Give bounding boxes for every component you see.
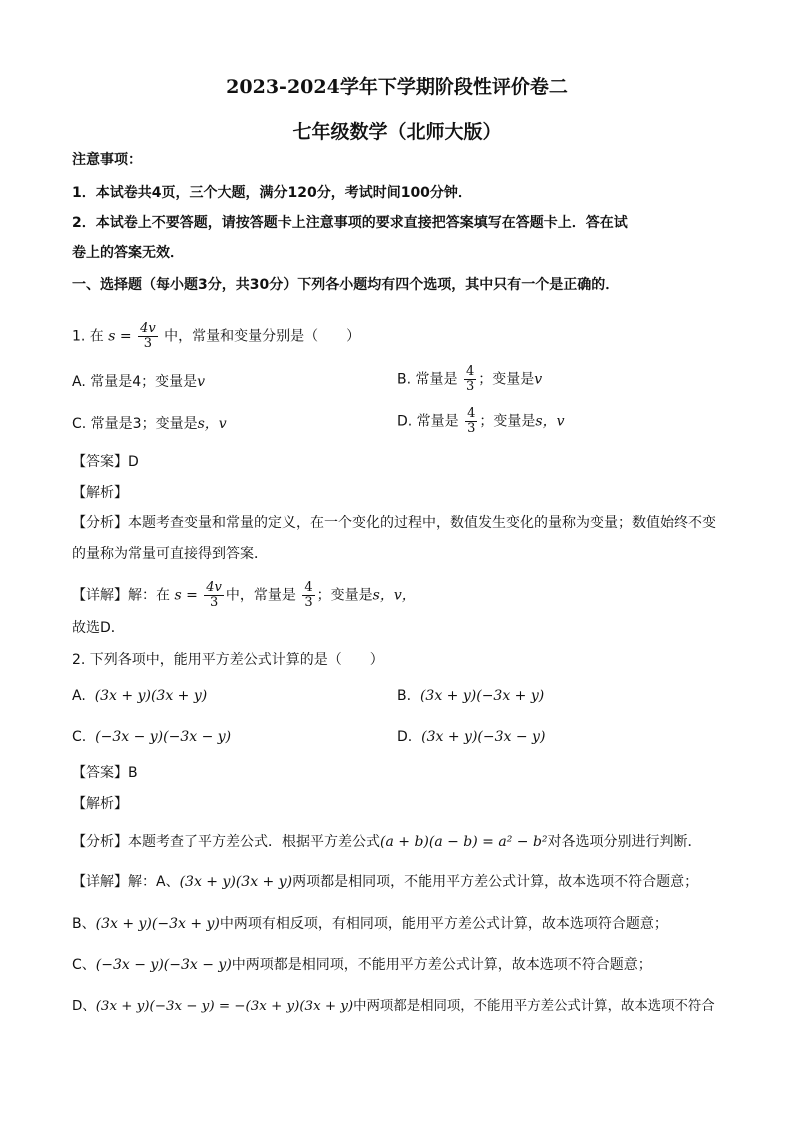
q2-fenxi [72,832,702,852]
q2-option-d-label: D. [397,729,413,745]
q2-xiangjie-c [72,955,652,975]
q1-option-d-fraction [465,407,477,436]
q1-xiangjie-den-2: 3 [304,595,313,610]
q2-xiangjie-a-prefix: 【详解】解：A、 [72,874,180,890]
q2-option-b-expr: (3x + y)(−3x + y) [419,688,545,704]
q2-option-d [397,727,545,747]
question-2-stem: 2. 下列各项中，能用平方差公式计算的是（ ） [72,652,384,668]
q1-xiangjie-suffix: ；变量是 [316,587,373,604]
q2-xiangjie-b-prefix: B、 [72,916,96,932]
q1-suffix: 中，常量和变量分别是（ ） [164,328,361,345]
q1-option-a [72,372,205,392]
q1-option-b-text: B. 常量是 [397,371,458,388]
q1-option-d-den: 3 [467,421,476,436]
q1-option-c-var: s，v [197,416,227,432]
q2-xiangjie-b-suffix: 中两项有相反项，有相同项，能用平方差公式计算，故本选项符合题意； [219,916,668,932]
q2-option-c-expr: (−3x − y)(−3x − y) [95,729,232,745]
q2-xiangjie-b [72,914,668,934]
q1-option-d-suffix: ；变量是 [479,413,536,430]
q2-option-b-label: B. [397,688,412,704]
q1-option-a-var: v [197,374,206,390]
q1-option-d-text: D. 常量是 [397,413,459,430]
q1-xiangjie-mid: 中，常量是 [225,587,296,604]
q1-option-b-fraction [464,365,476,394]
q2-option-d-expr: (3x + y)(−3x − y) [421,729,546,745]
q1-option-c-text: C. 常量是3；变量是 [72,416,198,432]
q1-xiangjie [72,581,416,610]
exam-subtitle: 七年级数学（北师大版） [292,121,502,143]
q2-option-c [72,727,231,747]
q2-xiangjie-c-suffix: 中两项都是相同项，不能用平方差公式计算，故本选项不符合题意； [231,957,652,973]
q1-xiangjie-num: 4v [206,580,222,595]
q1-fenxi-line-2: 的量称为常量可直接得到答案． [72,546,268,562]
q1-option-d-var: s，v [535,413,565,430]
q2-xiangjie-d [72,997,715,1017]
q2-option-b [397,686,544,706]
q1-option-c [72,414,227,434]
q2-fenxi-formula: (a + b)(a − b) = a² − b² [380,834,548,850]
q2-option-a [72,686,207,706]
q2-xiangjie-a-suffix: 两项都是相同项，不能用平方差公式计算，故本选项不符合题意； [292,874,699,890]
q2-xiangjie-c-prefix: C、 [72,957,96,973]
q2-option-a-label: A. [72,688,86,704]
note-2-line-2: 卷上的答案无效． [72,245,184,261]
q2-xiangjie-a [72,872,698,892]
q2-answer: 【答案】B [72,765,138,781]
q2-xiangjie-c-expr: (−3x − y)(−3x − y) [95,957,232,973]
q2-xiangjie-d-prefix: D、 [72,999,96,1014]
q1-option-b-den: 3 [465,379,475,394]
q1-option-b [397,365,542,394]
q2-option-a-expr: (3x + y)(3x + y) [94,688,208,704]
q2-xiangjie-d-expr: (3x + y)(−3x − y) = −(3x + y)(3x + y) [95,999,354,1014]
q2-xiangjie-d-suffix: 中两项都是相同项，不能用平方差公式计算，故本选项不符合 [353,999,715,1014]
question-1-stem [72,322,360,351]
q1-option-b-num: 4 [465,364,475,379]
q1-option-d [397,407,565,436]
q1-option-a-text: A. 常量是4；变量是 [72,374,198,390]
q1-formula-fraction [138,322,158,351]
q2-fenxi-prefix: 【分析】本题考查了平方差公式．根据平方差公式 [72,834,380,850]
q1-answer: 【答案】D [72,454,139,470]
q1-conclusion: 故选D． [72,620,125,636]
q1-formula-lhs: s = [108,328,132,345]
q1-xiangjie-fraction [204,581,224,610]
q2-xiangjie-a-expr: (3x + y)(3x + y) [179,874,293,890]
q2-analysis-heading: 【解析】 [72,796,128,812]
q1-frac-den: 3 [143,336,153,351]
q2-fenxi-suffix: 对各选项分别进行判断． [547,834,702,850]
q1-xiangjie-lhs: s = [174,587,198,604]
note-2-line-1: 2．本试卷上不要答题，请按答题卡上注意事项的要求直接把答案填写在答题卡上．答在试 [72,215,628,231]
section-heading: 一、选择题（每小题3分，共30分）下列各小题均有四个选项，其中只有一个是正确的． [72,277,620,293]
q1-prefix: 1. 在 [72,328,104,345]
q1-xiangjie-num-2: 4 [304,580,313,595]
note-1: 1．本试卷共4页，三个大题，满分120分，考试时间100分钟． [72,185,472,201]
q1-xiangjie-den: 3 [209,595,219,610]
q1-xiangjie-prefix: 【详解】解：在 [72,587,170,604]
q2-xiangjie-b-expr: (3x + y)(−3x + y) [95,916,220,932]
q1-option-d-num: 4 [467,406,476,421]
q2-option-c-label: C. [72,729,87,745]
q1-fenxi-line-1: 【分析】本题考查变量和常量的定义，在一个变化的过程中，数值发生变化的量称为变量；数值始终不变 [72,515,716,531]
q1-xiangjie-var: s，v， [372,587,416,604]
q1-analysis-heading: 【解析】 [72,485,128,501]
q1-option-b-suffix: ；变量是 [478,371,535,388]
notes-heading: 注意事项： [72,152,142,168]
q1-option-b-var: v [534,371,543,388]
exam-title: 2023-2024学年下学期阶段性评价卷二 [226,76,568,98]
q1-frac-num: 4v [140,321,156,336]
q1-xiangjie-fraction-2 [302,581,314,610]
